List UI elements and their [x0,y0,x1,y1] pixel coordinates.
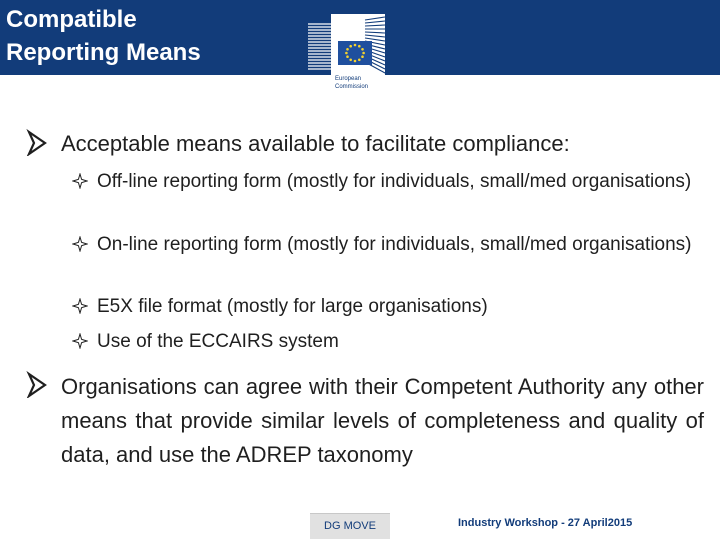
subitem-text: Off-line reporting form (mostly for individuals, small/med organisations) [97,171,692,192]
footer-dg-move: DG MOVE [310,513,390,539]
arrowhead-icon [26,128,48,156]
four-point-star-icon [72,333,88,349]
subitem-text: E5X file format (mostly for large organisations) [97,296,488,317]
arrowhead-icon [26,370,48,398]
four-point-star-icon [72,173,88,189]
slide-title-line-2: Reporting Means [6,39,201,66]
logo-caption-line-2: Commission [335,84,369,90]
logo-caption-line-1: European [335,76,362,82]
four-point-star-icon [72,298,88,314]
subitem-text: Use of the ECCAIRS system [97,331,339,352]
bullet-text: Acceptable means available to facilitate compliance: [61,131,570,156]
slide-title-line-1: Compatible [6,6,137,33]
footer-event: Industry Workshop - 27 April2015 [458,517,633,529]
bullet-text: Organisations can agree with their Competent Authority any other means that provide similar levels of completeness and quality of data, and use the ADREP taxonomy [61,374,704,467]
subitem-text: On-line reporting form (mostly for individuals, small/med organisations) [97,234,692,255]
four-point-star-icon [72,236,88,252]
